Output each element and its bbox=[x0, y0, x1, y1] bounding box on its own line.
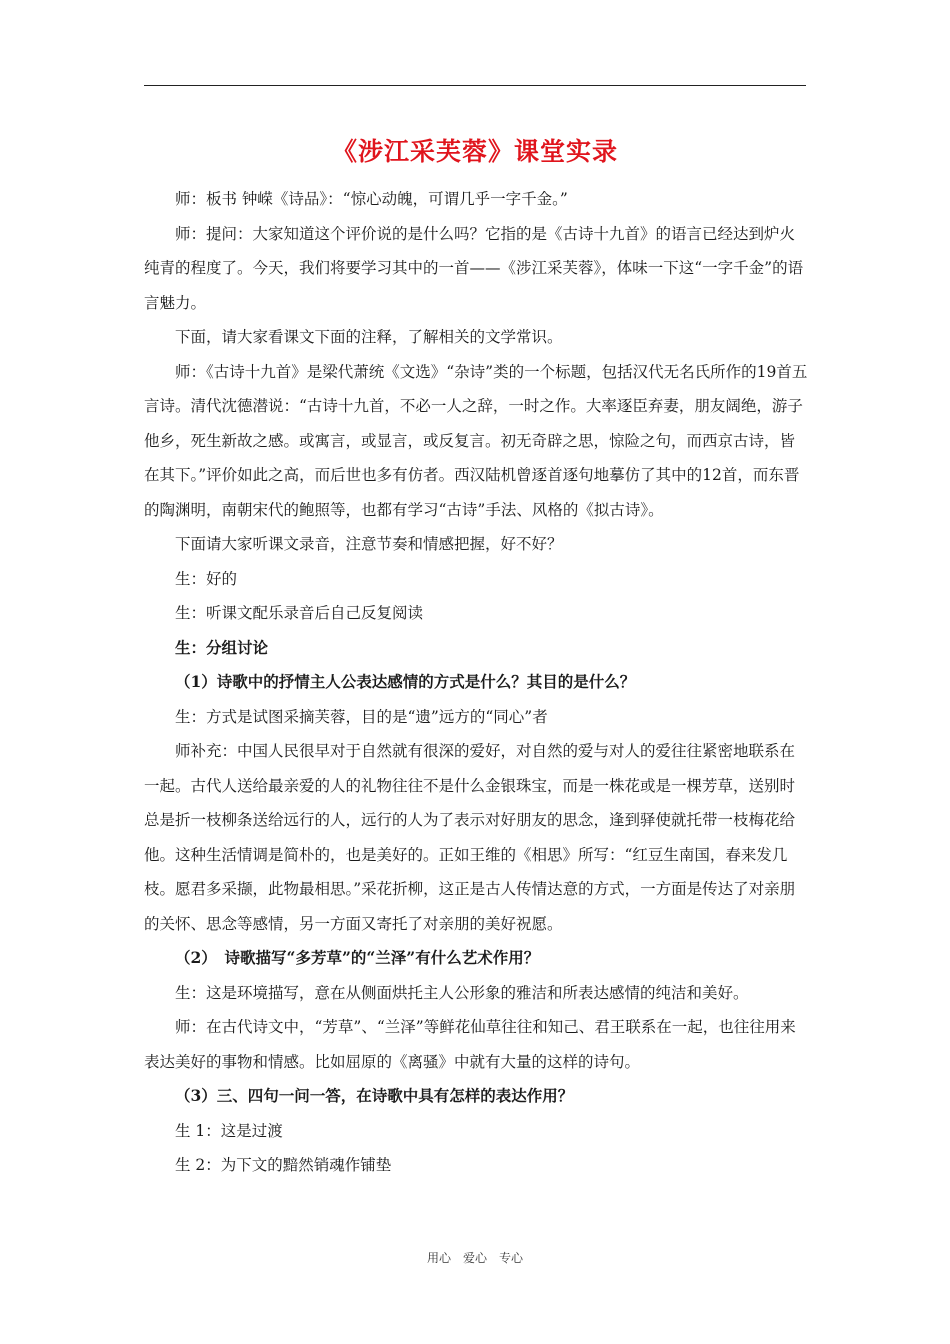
paragraph-1: 师：板书 钟嵘《诗品》：“惊心动魄，可谓几乎一字千金。” bbox=[175, 190, 568, 208]
question-2: （2） 诗歌描写“多芳草”的“兰泽”有什么艺术作用？ bbox=[175, 948, 540, 967]
header-rule bbox=[144, 85, 806, 86]
document-title: 《涉江采芙蓉》课堂实录 bbox=[331, 137, 618, 166]
paragraph-10: 生：方式是试图采摘芙蓉，目的是“遗”远方的“同心”者 bbox=[175, 707, 548, 726]
paragraph-5: 下面请大家听课文录音，注意节奏和情感把握，好不好？ bbox=[175, 535, 563, 553]
paragraph-6: 生：好的 bbox=[175, 569, 238, 588]
paragraph-17: 生 2：为下文的黯然销魂作铺垫 bbox=[175, 1156, 392, 1174]
paragraph-11: 师补充：中国人民很早对于自然就有很深的爱好，对自然的爱与对人的爱往往紧密地联系在一起。古代人送给最亲爱的人的礼物往往不是什么金银珠宝，而是一株花或是一棵芳草，送别时总是折一枝柳条送给远行的人，远行的人为了表示对好朋友的思念，逢到驿使就托带一枝梅花给他。这种生活情调是简朴的，也是美好的。正如王维的《相思》所写：“红豆生南国，春来发几枝。愿君多采撷，此物最相思。”采花折柳，这正是古人传情达意的方式，一方面是传达了对亲朋的关怀、思念等感情，另一方面又寄托了对亲朋的美好祝愿。 bbox=[144, 742, 796, 933]
question-1: （1）诗歌中的抒情主人公表达感情的方式是什么？其目的是什么？ bbox=[175, 672, 636, 691]
paragraph-2: 师：提问：大家知道这个评价说的是什么吗？它指的是《古诗十九首》的语言已经达到炉火纯青的程度了。今天，我们将要学习其中的一首——《涉江采芙蓉》，体味一下这“一字千金”的语言魅力。 bbox=[144, 224, 804, 312]
document-body bbox=[144, 182, 808, 1183]
paragraph-3: 下面，请大家看课文下面的注释，了解相关的文学常识。 bbox=[175, 328, 563, 346]
paragraph-13: 生：这是环境描写，意在从侧面烘托主人公形象的雅洁和所表达感情的纯洁和美好。 bbox=[175, 983, 749, 1002]
paragraph-16: 生 1：这是过渡 bbox=[175, 1121, 283, 1140]
paragraph-14: 师：在古代诗文中，“芳草”、“兰泽”等鲜花仙草往往和知己、君王联系在一起，也往往用来表达美好的事物和情感。比如屈原的《离骚》中就有大量的这样的诗句。 bbox=[144, 1018, 796, 1071]
question-3: （3）三、四句一问一答，在诗歌中具有怎样的表达作用？ bbox=[175, 1086, 574, 1105]
paragraph-7: 生：听课文配乐录音后自己反复阅读 bbox=[175, 604, 424, 622]
page-footer: 用心 爱心 专心 bbox=[426, 1251, 523, 1265]
paragraph-4: 师：《古诗十九首》是梁代萧统《文选》“杂诗”类的一个标题，包括汉代无名氏所作的19首五言诗。清代沈德潜说：“古诗十九首，不必一人之辞，一时之作。大率逐臣弃妻，朋友阔绝，游子他乡，死生新故之感。或寓言，或显言，或反复言。初无奇辟之思，惊险之句，而西京古诗，皆在其下。”评价如此之高，而后世也多有仿者。西汉陆机曾逐首逐句地摹仿了其中的12首，而东晋的陶渊明，南朝宋代的鲍照等，也都有学习“古诗”手法、风格的《拟古诗》。 bbox=[144, 362, 808, 519]
paragraph-8: 生：分组讨论 bbox=[175, 637, 269, 657]
